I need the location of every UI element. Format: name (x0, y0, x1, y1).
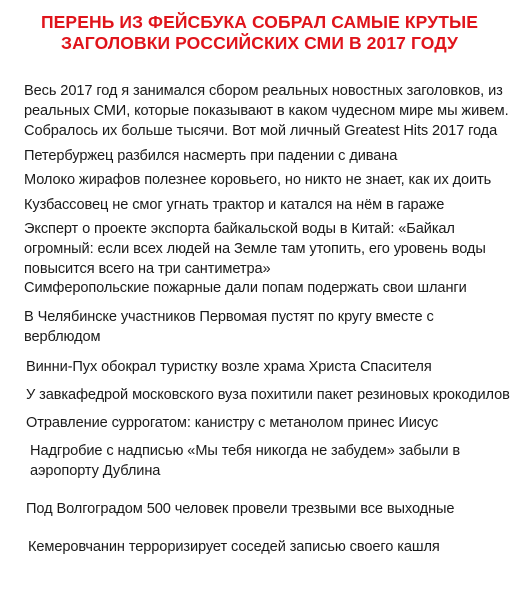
headline-line: В Челябинске участников Первомая пустят по кругу вместе с (24, 309, 434, 325)
headline-line: повысится всего на три сантиметра» (24, 261, 271, 277)
headline-line: Надгробие с надписью «Мы тебя никогда не забудем» забыли в (30, 443, 460, 459)
title-line-1: ПЕРЕНЬ ИЗ ФЕЙСБУКА СОБРАЛ САМЫЕ КРУТЫЕ (40, 12, 479, 32)
headline-item: Винни-Пух обокрал туристку возле храма Христа Спасителя (26, 359, 432, 375)
intro-paragraph (24, 81, 509, 141)
headline-item: Молоко жирафов полезнее коровьего, но никто не знает, как их доить (24, 172, 492, 188)
headline-item: Кемеровчанин терроризирует соседей записью своего кашля (28, 539, 440, 555)
headline-item: Отравление суррогатом: канистру с метанолом принес Иисус (26, 415, 439, 431)
intro-line-3: Собралось их больше тысячи. Вот мой личный Greatest Hits 2017 года (24, 123, 498, 139)
intro-line-1: Весь 2017 год я занимался сбором реальных новостных заголовков, из (24, 83, 503, 99)
headline-line: верблюдом (24, 329, 101, 345)
headline-line: огромный: если всех людей на Земле там утопить, его уровень воды (24, 241, 486, 257)
headline-item: У завкафедрой московского вуза похитили пакет резиновых крокодилов (26, 387, 510, 403)
headline-item: Симферопольские пожарные дали попам подержать свои шланги (24, 280, 467, 296)
intro-line-2: реальных СМИ, которые показывают в каком чудесном мире мы живем. (24, 103, 509, 119)
headline-line: Эксперт о проекте экспорта байкальской воды в Китай: «Байкал (24, 221, 455, 237)
headline-item (24, 307, 434, 347)
headline-item (30, 441, 460, 481)
headline-line: аэропорту Дублина (30, 463, 161, 479)
title-line-2: ЗАГОЛОВКИ РОССИЙСКИХ СМИ В 2017 ГОДУ (61, 33, 458, 53)
headline-item: Петербуржец разбился насмерть при падении с дивана (24, 148, 398, 164)
headline-item: Кузбассовец не смог угнать трактор и катался на нём в гараже (24, 197, 445, 213)
article-title (0, 12, 519, 54)
headline-item (24, 219, 486, 279)
headline-item: Под Волгоградом 500 человек провели трезвыми все выходные (26, 501, 455, 517)
